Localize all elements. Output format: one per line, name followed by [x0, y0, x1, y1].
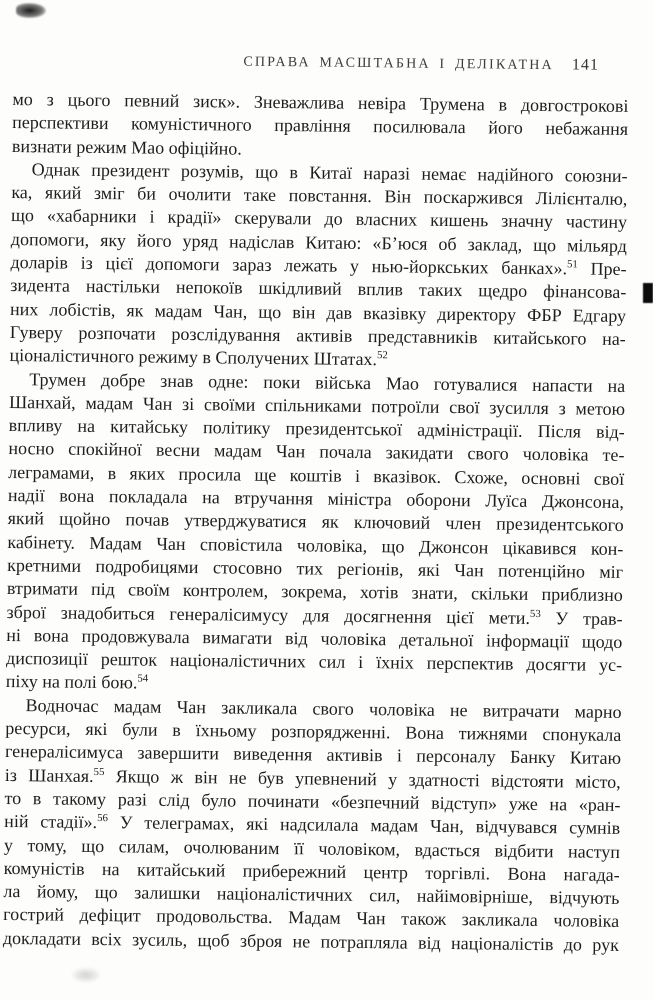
scan-artifact-top-left: [16, 3, 46, 18]
text-line: Однак президент розумів, що в Китаї наразі немає надійного союзни-: [31, 159, 628, 186]
running-header: [13, 50, 629, 77]
text-line: ціоналістичного режиму в Сполучених Штатах.$^{52}$: [9, 345, 388, 370]
page-body: [3, 88, 629, 957]
chapter-title: СПРАВА МАСШТАБНА І ДЕЛІКАТНА: [243, 54, 554, 74]
footnote-ref: 56: [97, 812, 109, 825]
text-line: перспективи комуністичного правління посилювала його небажання: [12, 112, 629, 140]
text-line: леграмами, в яких просила ще коштів і вказівок. Схоже, основні свої: [8, 461, 625, 489]
text-line: визнати режим Мао офіційно.: [11, 135, 242, 159]
text-line: ній стадії».$^{56}$ У телеграмах, які надсилала мадам Чан, відчувався сумнів: [4, 811, 621, 839]
text-line: доларів із цієї допомоги зараз лежать у нью-йоркських банках».$^{51}$ Пре-: [10, 252, 627, 280]
text-line: зброї знадобиться генералісимусу для досягнення цієї мети.$^{53}$ У трав-: [6, 601, 623, 629]
footnote-ref: 55: [93, 765, 105, 778]
text-line: Гуверу розпочати розслідування активів представників китайського на-: [9, 321, 626, 349]
footnote-ref: 53: [529, 607, 541, 620]
page-content: [3, 50, 629, 957]
text-line: носно спокійної весни мадам Чан почала закидати свого чоловіка те-: [8, 438, 625, 466]
text-line: який щойно почав утверджуватися як ключовий член президентського: [7, 508, 624, 536]
text-line: Трумен добре знав одне: поки війська Мао готувалися напасти на: [29, 368, 626, 396]
text-line: впливу на китайську політику президентської адміністрації. Після від-: [8, 415, 625, 443]
text-line: допомоги, яку його уряд надіслав Китаю: «Б’юся об заклад, що мільярд: [10, 228, 627, 256]
text-line: ні вона продовжувала вимагати від чоловіка детальної інформації щодо: [6, 624, 623, 652]
footnote-ref: 52: [376, 349, 388, 362]
text-line: то в такому разі слід було починати «безпечний відступ» уже на «ран-: [4, 787, 621, 815]
text-line: мо з цього певний зиск». Зневажлива невіра Трумена в довгострокові: [12, 88, 629, 116]
text-line: кабінету. Мадам Чан сповістила чоловіка, що Джонсон цікавився кон-: [7, 531, 624, 559]
scan-smudge-bottom-left: [72, 968, 100, 982]
text-line: із Шанхая.$^{55}$ Якщо ж він не був упевнений у здатності відстояти місто,: [4, 764, 621, 792]
text-line: гострий дефіцит продовольства. Мадам Чан також закликала чоловіка: [3, 904, 620, 932]
text-line: надії вона покладала на втручання міністра оборони Луїса Джонсона,: [7, 485, 625, 513]
footnote-ref: 51: [567, 258, 578, 271]
text-line: докладати всіх зусиль, щоб зброя не потрапляла від націоналістів до рук: [2, 927, 620, 955]
text-line: генералісимуса завершити виведення активів і персоналу Банку Китаю: [4, 741, 622, 769]
text-line: диспозиції решток націоналістичних сил і їхніх перспектив досягти ус-: [5, 648, 623, 676]
text-line: кретними подробицями стосовно тих регіонів, які Чан потенційно міг: [7, 554, 624, 582]
text-line: ла йому, що залишки націоналістичних сил, найімовірніше, відчують: [3, 881, 620, 909]
text-line: втримати під своїм контролем, зокрема, хотів знати, скільки приблизно: [6, 578, 623, 606]
text-line: що «хабарники і крадії» скерували до власних кишень значну частину: [11, 205, 628, 233]
text-line: Водночас мадам Чан закликала свого чоловіка не витрачати марно: [25, 694, 622, 722]
text-line: у тому, що силам, очолюваним її чоловіком, вдасться відбити наступ: [3, 834, 621, 862]
text-line: ресурси, які були в їхньому розпорядженні. Вона тижнями спонукала: [5, 717, 622, 745]
text-line: Шанхай, мадам Чан зі своїми спільниками потроїли свої зусилля з метою: [8, 391, 626, 419]
text-line: комуністів на китайський прибережний центр торгівлі. Вона нагада-: [3, 857, 620, 885]
page-number: 141: [571, 56, 599, 74]
text-line: зидента настільки непокоїв шкідливий вплив таких щедро фінансова-: [10, 275, 627, 303]
footnote-ref: 54: [137, 672, 149, 685]
text-line: них лобістів, як мадам Чан, що він дав вказівку директору ФБР Едгару: [9, 298, 627, 326]
text-line: ка, який зміг би очолити таке повстання. Він поскаржився Лілієнталю,: [11, 182, 628, 210]
scan-artifact-right-edge: [643, 283, 653, 303]
text-line: піху на полі бою.$^{54}$: [5, 671, 149, 693]
